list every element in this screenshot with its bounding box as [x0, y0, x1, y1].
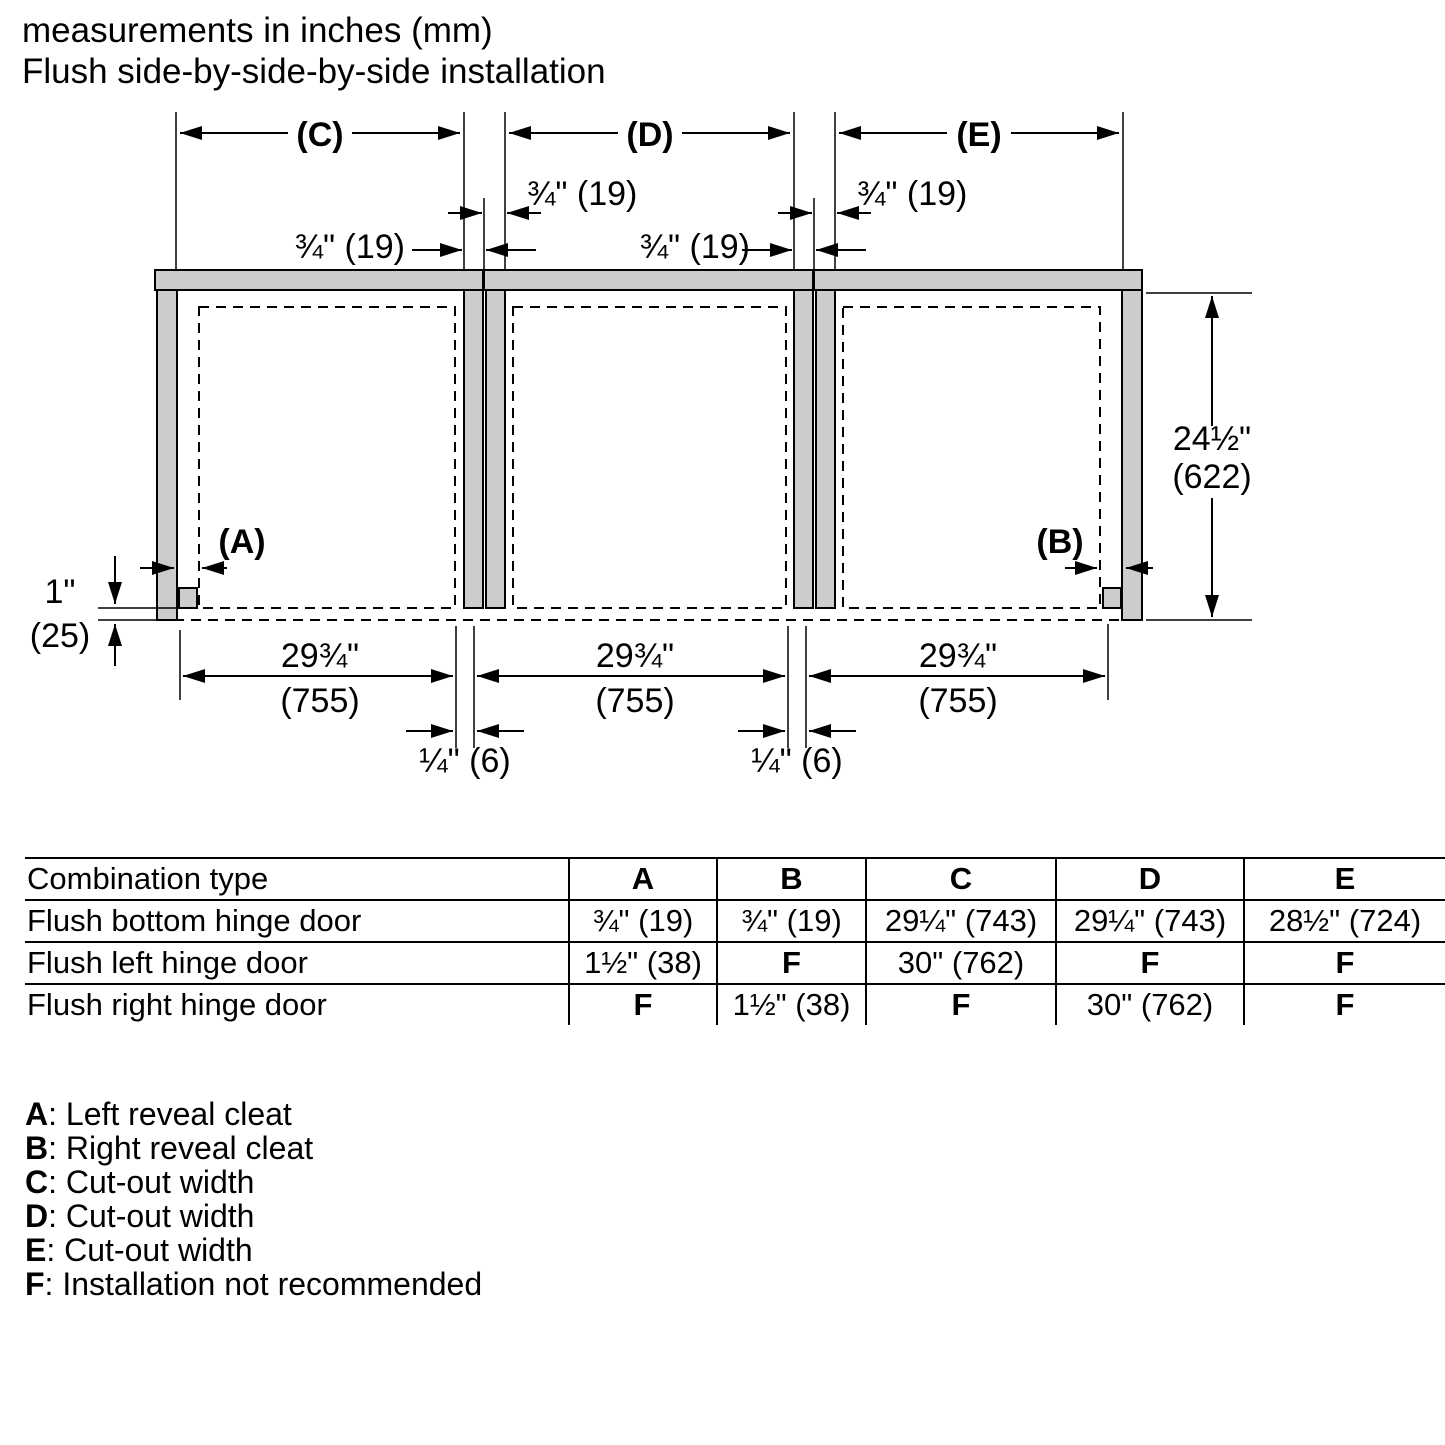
legend-text: Installation not recommended: [62, 1266, 483, 1302]
dim-door-width-inches: 29¾": [595, 637, 675, 675]
dim-bottom-reveal: [30, 556, 178, 666]
row-label: Flush left hinge door: [25, 942, 569, 984]
legend-item-e: [25, 1233, 482, 1267]
legend-separator: :: [48, 1096, 66, 1132]
legend-separator: :: [48, 1198, 66, 1234]
col-header-combination-type: Combination type: [25, 858, 569, 900]
legend-item-c: [25, 1165, 482, 1199]
legend-separator: :: [44, 1266, 63, 1302]
right-reveal-cleat: [1103, 588, 1121, 608]
dim-label-thickness: ¾" (19): [527, 175, 638, 213]
cell-value: F: [717, 942, 866, 984]
appliance-outline-middle: [513, 307, 786, 608]
dim-door-width-mm: (755): [918, 682, 998, 720]
dim-depth: [1146, 293, 1252, 620]
dim-label-b: (B): [1036, 523, 1084, 561]
table-row: [25, 900, 1445, 942]
dim-door-gap-right: [738, 731, 856, 780]
dim-depth-inches: 24½": [1172, 420, 1252, 458]
dim-label-thickness: ¾" (19): [294, 228, 405, 266]
dim-bottom-reveal-inches: 1": [44, 573, 76, 611]
appliance-outline-left: [199, 307, 455, 608]
table-row: [25, 942, 1445, 984]
appliance-outlines: [157, 307, 1142, 620]
legend-item-b: [25, 1131, 482, 1165]
legend-text: Cut-out width: [65, 1198, 255, 1234]
cell-value: 30" (762): [866, 942, 1056, 984]
legend-item-d: [25, 1199, 482, 1233]
combination-table: [25, 857, 1445, 1025]
combination-table-section: [25, 857, 1445, 1025]
legend-separator: :: [46, 1232, 65, 1268]
divider1-right-panel: [486, 290, 505, 608]
divider2-right-panel: [816, 290, 835, 608]
legend-text: Cut-out width: [65, 1164, 255, 1200]
legend: [25, 1097, 482, 1301]
dim-panel-thickness-divider2-upper: [778, 175, 967, 213]
dim-door-gap-label: ¼" (6): [419, 742, 511, 780]
dim-door-width-mm: (755): [595, 682, 675, 720]
cell-value: F: [1244, 942, 1445, 984]
dim-label-d: (D): [626, 116, 674, 154]
legend-key: C: [25, 1164, 49, 1200]
dim-door-width-right: [809, 637, 1105, 720]
dim-label-a: (A): [218, 523, 266, 561]
legend-key: F: [25, 1266, 45, 1302]
dim-door-width-inches: 29¾": [918, 637, 998, 675]
title-units-note: measurements in inches (mm): [22, 11, 493, 50]
legend-key: D: [25, 1198, 49, 1234]
row-label: Flush bottom hinge door: [25, 900, 569, 942]
dim-door-width-mm: (755): [280, 682, 360, 720]
dim-depth-mm: (622): [1172, 458, 1252, 496]
dim-cutout-c: [180, 116, 460, 154]
cell-value: F: [1244, 984, 1445, 1025]
col-header-e: E: [1244, 858, 1445, 900]
col-header-c: C: [866, 858, 1056, 900]
dim-panel-thickness-divider1-upper: [448, 175, 637, 213]
dim-panel-thickness-divider2-lower: [640, 228, 866, 266]
left-side-panel: [157, 290, 177, 620]
title-installation-type: Flush side-by-side-by-side installation: [22, 52, 606, 91]
dim-label-thickness: ¾" (19): [639, 228, 750, 266]
countertop-panel: [155, 270, 1142, 290]
cell-value: 29¼" (743): [1056, 900, 1244, 942]
table-header-row: [25, 858, 1445, 900]
cell-value: F: [1056, 942, 1244, 984]
table-row: [25, 984, 1445, 1025]
legend-text: Cut-out width: [64, 1232, 253, 1268]
legend-item-f: [25, 1267, 482, 1301]
cell-value: 1½" (38): [717, 984, 866, 1025]
divider2-left-panel: [794, 290, 813, 608]
dim-label-e: (E): [956, 116, 1002, 154]
col-header-a: A: [569, 858, 717, 900]
legend-text: Right reveal cleat: [65, 1130, 314, 1166]
dim-bottom-reveal-mm: (25): [29, 617, 91, 655]
cell-value: F: [569, 984, 717, 1025]
legend-key: A: [25, 1096, 49, 1132]
dim-panel-thickness-divider1-lower: [295, 228, 536, 266]
legend-text: Left reveal cleat: [65, 1096, 292, 1132]
cell-value: 29¼" (743): [866, 900, 1056, 942]
dim-label-c: (C): [296, 116, 344, 154]
dim-door-width-middle: [477, 637, 785, 720]
dim-door-gap-label: ¼" (6): [751, 742, 843, 780]
divider1-left-panel: [464, 290, 483, 608]
col-header-b: B: [717, 858, 866, 900]
dim-cutout-d: [509, 116, 790, 154]
cell-value: ¾" (19): [717, 900, 866, 942]
legend-separator: :: [48, 1130, 66, 1166]
dim-door-width-left: [183, 637, 453, 720]
right-side-panel: [1122, 290, 1142, 620]
appliance-outline-right: [843, 307, 1100, 608]
dim-door-gap-left: [406, 731, 524, 780]
legend-item-a: [25, 1097, 482, 1131]
cell-value: 30" (762): [1056, 984, 1244, 1025]
dim-label-thickness: ¾" (19): [857, 175, 968, 213]
cell-value: 28½" (724): [1244, 900, 1445, 942]
legend-separator: :: [48, 1164, 66, 1200]
cell-value: ¾" (19): [569, 900, 717, 942]
cabinet-structure: [155, 270, 1142, 620]
legend-key: E: [25, 1232, 47, 1268]
legend-key: B: [25, 1130, 49, 1166]
dim-door-width-inches: 29¾": [280, 637, 360, 675]
left-reveal-cleat: [179, 588, 197, 608]
cell-value: 1½" (38): [569, 942, 717, 984]
cell-value: F: [866, 984, 1056, 1025]
col-header-d: D: [1056, 858, 1244, 900]
dim-cutout-e: [839, 116, 1119, 154]
row-label: Flush right hinge door: [27, 987, 327, 1022]
